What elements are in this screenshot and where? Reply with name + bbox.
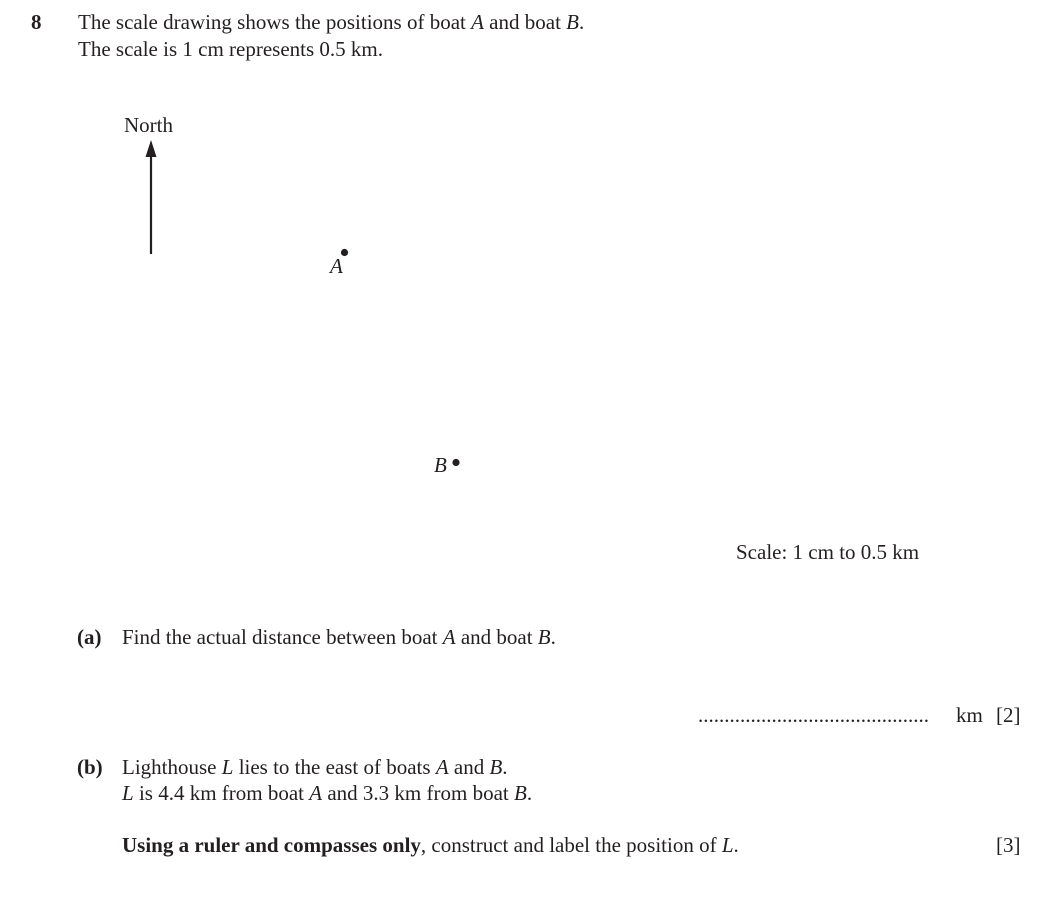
question-intro-line1: The scale drawing shows the positions of boat A and boat B. bbox=[78, 10, 585, 34]
part-a-marks: [2] bbox=[996, 703, 1021, 727]
part-b-marks: [3] bbox=[996, 833, 1021, 857]
part-a-question: Find the actual distance between boat A and boat B. bbox=[122, 625, 556, 649]
part-b-label: (b) bbox=[77, 755, 103, 779]
boat-b-point bbox=[452, 459, 459, 466]
question-number: 8 bbox=[31, 10, 42, 34]
boat-b-label: B bbox=[434, 453, 447, 477]
part-b-line2: L is 4.4 km from boat A and 3.3 km from boat B. bbox=[122, 781, 533, 805]
question-intro-line2: The scale is 1 cm represents 0.5 km. bbox=[78, 37, 383, 61]
boat-a-label: A bbox=[330, 254, 343, 278]
part-b-instruction: Using a ruler and compasses only, construct and label the position of L. bbox=[122, 833, 739, 857]
north-label: North bbox=[124, 113, 173, 137]
scale-note: Scale: 1 cm to 0.5 km bbox=[736, 540, 920, 564]
part-a-label: (a) bbox=[77, 625, 102, 649]
part-a-answer-line[interactable]: ............................................ bbox=[698, 703, 929, 727]
part-b-line1: Lighthouse L lies to the east of boats A and B. bbox=[122, 755, 508, 779]
north-arrow-head bbox=[146, 140, 157, 157]
part-a-answer-unit: km bbox=[956, 703, 983, 727]
